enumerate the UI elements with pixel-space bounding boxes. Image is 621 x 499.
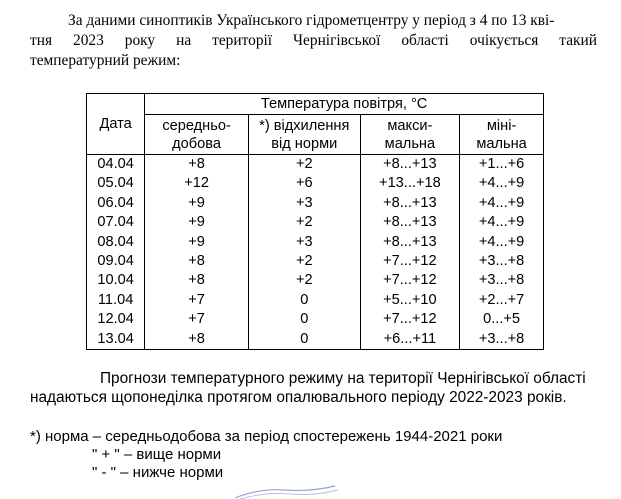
cell-date: 13.04: [87, 330, 145, 350]
cell-dev: +6: [248, 174, 360, 193]
cell-min: +4...+9: [460, 233, 544, 252]
footnote-above: " + " – вище норми: [92, 446, 222, 463]
table-row: [87, 252, 544, 271]
deviation-column-header: *) відхилення від норми: [248, 115, 360, 155]
table-row: [87, 174, 544, 193]
cell-date: 06.04: [87, 194, 145, 213]
temperature-group-header: Температура повітря, °С: [145, 94, 544, 115]
cell-avg: +12: [145, 174, 249, 193]
intro-line-2: тня 2023 року на території Чернігівської області очікується такий: [30, 32, 597, 49]
cell-dev: +2: [248, 155, 360, 175]
intro-line-3: температурний режим:: [30, 52, 181, 69]
cell-max: +7...+12: [360, 310, 460, 329]
forecast-note-paragraph: [30, 369, 598, 407]
table-row: [87, 233, 544, 252]
table-row: [87, 271, 544, 290]
table-row: [87, 330, 544, 350]
cell-dev: 0: [248, 310, 360, 329]
cell-dev: +2: [248, 271, 360, 290]
cell-avg: +8: [145, 330, 249, 350]
cell-avg: +8: [145, 155, 249, 175]
cell-max: +8...+13: [360, 213, 460, 232]
cell-min: +3...+8: [460, 271, 544, 290]
cell-avg: +9: [145, 233, 249, 252]
cell-avg: +9: [145, 213, 249, 232]
cell-date: 08.04: [87, 233, 145, 252]
cell-min: +4...+9: [460, 213, 544, 232]
cell-max: +5...+10: [360, 291, 460, 310]
table-row: [87, 213, 544, 232]
cell-dev: +2: [248, 213, 360, 232]
cell-avg: +8: [145, 252, 249, 271]
cell-date: 10.04: [87, 271, 145, 290]
footnotes: [30, 428, 590, 482]
cell-dev: 0: [248, 330, 360, 350]
cell-dev: +2: [248, 252, 360, 271]
table-row: [87, 291, 544, 310]
cell-max: +8...+13: [360, 233, 460, 252]
intro-paragraph: [30, 11, 597, 71]
cell-date: 04.04: [87, 155, 145, 175]
cell-min: +4...+9: [460, 174, 544, 193]
stamp-fragment: [230, 484, 340, 499]
cell-date: 09.04: [87, 252, 145, 271]
table-body: [87, 155, 544, 350]
footnote-norm: *) норма – середньодобова за період спостережень 1944-2021 роки: [30, 428, 503, 445]
cell-min: +3...+8: [460, 330, 544, 350]
cell-dev: +3: [248, 194, 360, 213]
cell-min: +1...+6: [460, 155, 544, 175]
cell-dev: 0: [248, 291, 360, 310]
cell-date: 11.04: [87, 291, 145, 310]
cell-avg: +9: [145, 194, 249, 213]
avg-column-header: середньо- добова: [145, 115, 249, 155]
cell-min: 0...+5: [460, 310, 544, 329]
cell-avg: +7: [145, 310, 249, 329]
cell-min: +3...+8: [460, 252, 544, 271]
min-column-header: міні- мальна: [460, 115, 544, 155]
temperature-table: [86, 93, 544, 350]
para2-line-1: Прогнози температурного режиму на території Чернігівської області: [100, 370, 586, 387]
table-row: [87, 155, 544, 175]
cell-avg: +7: [145, 291, 249, 310]
table-row: [87, 310, 544, 329]
cell-date: 07.04: [87, 213, 145, 232]
date-column-header: Дата: [87, 94, 145, 155]
footnote-below: " - " – нижче норми: [92, 464, 224, 481]
cell-max: +8...+13: [360, 155, 460, 175]
max-column-header: макси- мальна: [360, 115, 460, 155]
table-row: [87, 194, 544, 213]
cell-date: 05.04: [87, 174, 145, 193]
cell-max: +6...+11: [360, 330, 460, 350]
cell-max: +13...+18: [360, 174, 460, 193]
cell-min: +2...+7: [460, 291, 544, 310]
cell-max: +7...+12: [360, 252, 460, 271]
cell-dev: +3: [248, 233, 360, 252]
cell-avg: +8: [145, 271, 249, 290]
cell-max: +7...+12: [360, 271, 460, 290]
cell-date: 12.04: [87, 310, 145, 329]
para2-line-2: надаються щопонеділка протягом опалювального періоду 2022-2023 років.: [30, 389, 567, 406]
intro-line-1: За даними синоптиків Українського гідрометцентру у період з 4 по 13 кві-: [68, 12, 555, 29]
cell-min: +4...+9: [460, 194, 544, 213]
cell-max: +8...+13: [360, 194, 460, 213]
